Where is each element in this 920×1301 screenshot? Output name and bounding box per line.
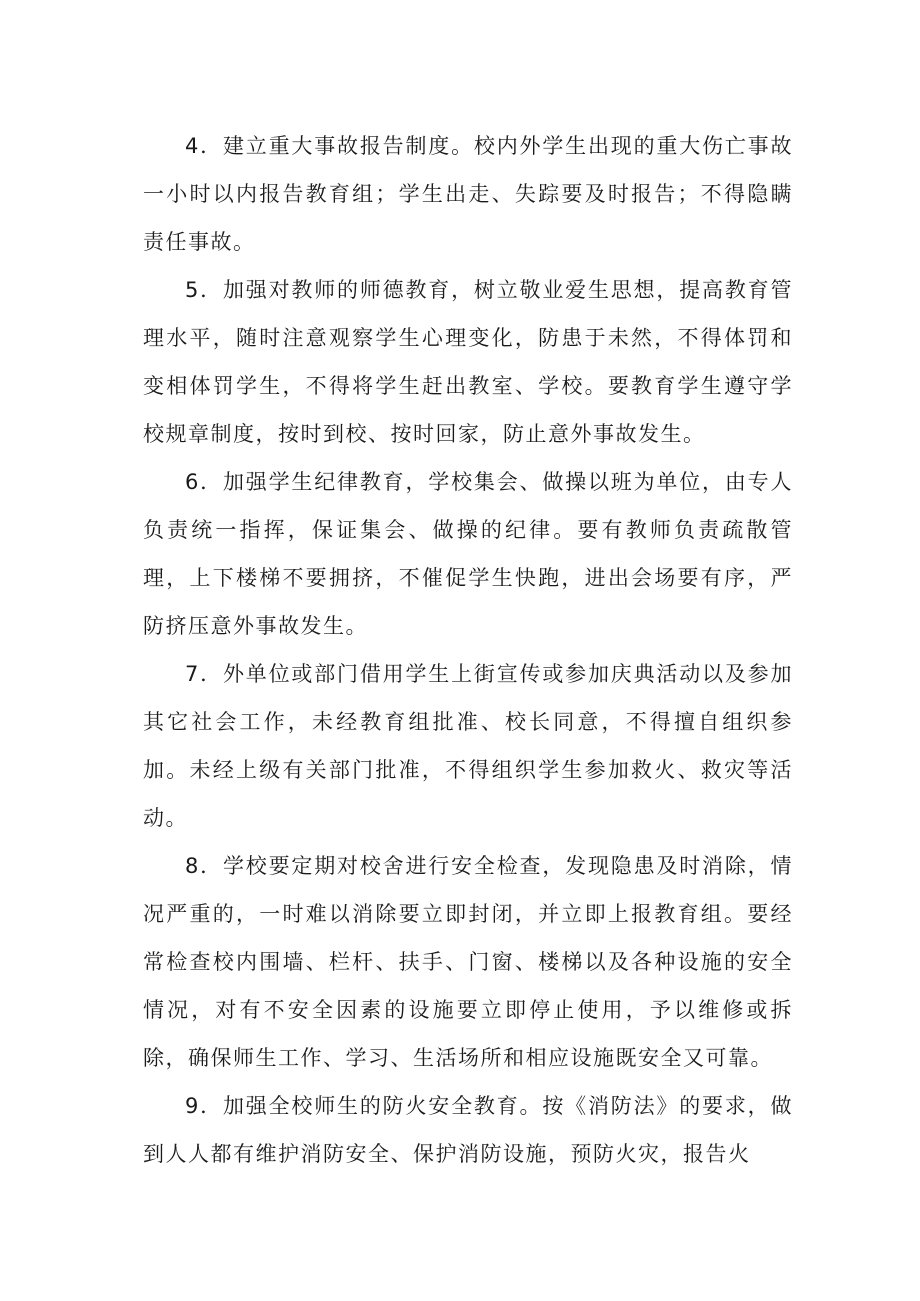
paragraph-item-4: 4．建立重大事故报告制度。校内外学生出现的重大伤亡事故一小时以内报告教育组；学生出走、失踪要及时报告；不得隐瞒责任事故。	[143, 134, 793, 254]
paragraph-item-6: 6．加强学生纪律教育，学校集会、做操以班为单位，由专人负责统一指挥，保证集会、做操的纪律。要有教师负责疏散管理，上下楼梯不要拥挤，不催促学生快跑，进出会场要有序，严防挤压意外事故发生。	[143, 470, 793, 638]
paragraph-item-5: 5．加强对教师的师德教育，树立敬业爱生思想，提高教育管理水平，随时注意观察学生心理变化，防患于未然，不得体罚和变相体罚学生，不得将学生赶出教室、学校。要教育学生遵守学校规章制度，按时到校、按时回家，防止意外事故发生。	[143, 278, 793, 446]
paragraph-item-8: 8．学校要定期对校舍进行安全检查，发现隐患及时消除，情况严重的，一时难以消除要立即封闭，并立即上报教育组。要经常检查校内围墙、栏杆、扶手、门窗、楼梯以及各种设施的安全情况，对有不安全因素的设施要立即停止使用，予以维修或拆除，确保师生工作、学习、生活场所和相应设施既安全又可靠。	[143, 854, 793, 1070]
document-body	[143, 122, 793, 1178]
paragraph-item-9: 9．加强全校师生的防火安全教育。按《消防法》的要求，做到人人都有维护消防安全、保护消防设施，预防火灾，报告火	[143, 1094, 793, 1166]
paragraph-item-7: 7．外单位或部门借用学生上街宣传或参加庆典活动以及参加其它社会工作，未经教育组批准、校长同意，不得擅自组织参加。未经上级有关部门批准，不得组织学生参加救火、救灾等活动。	[143, 662, 793, 830]
